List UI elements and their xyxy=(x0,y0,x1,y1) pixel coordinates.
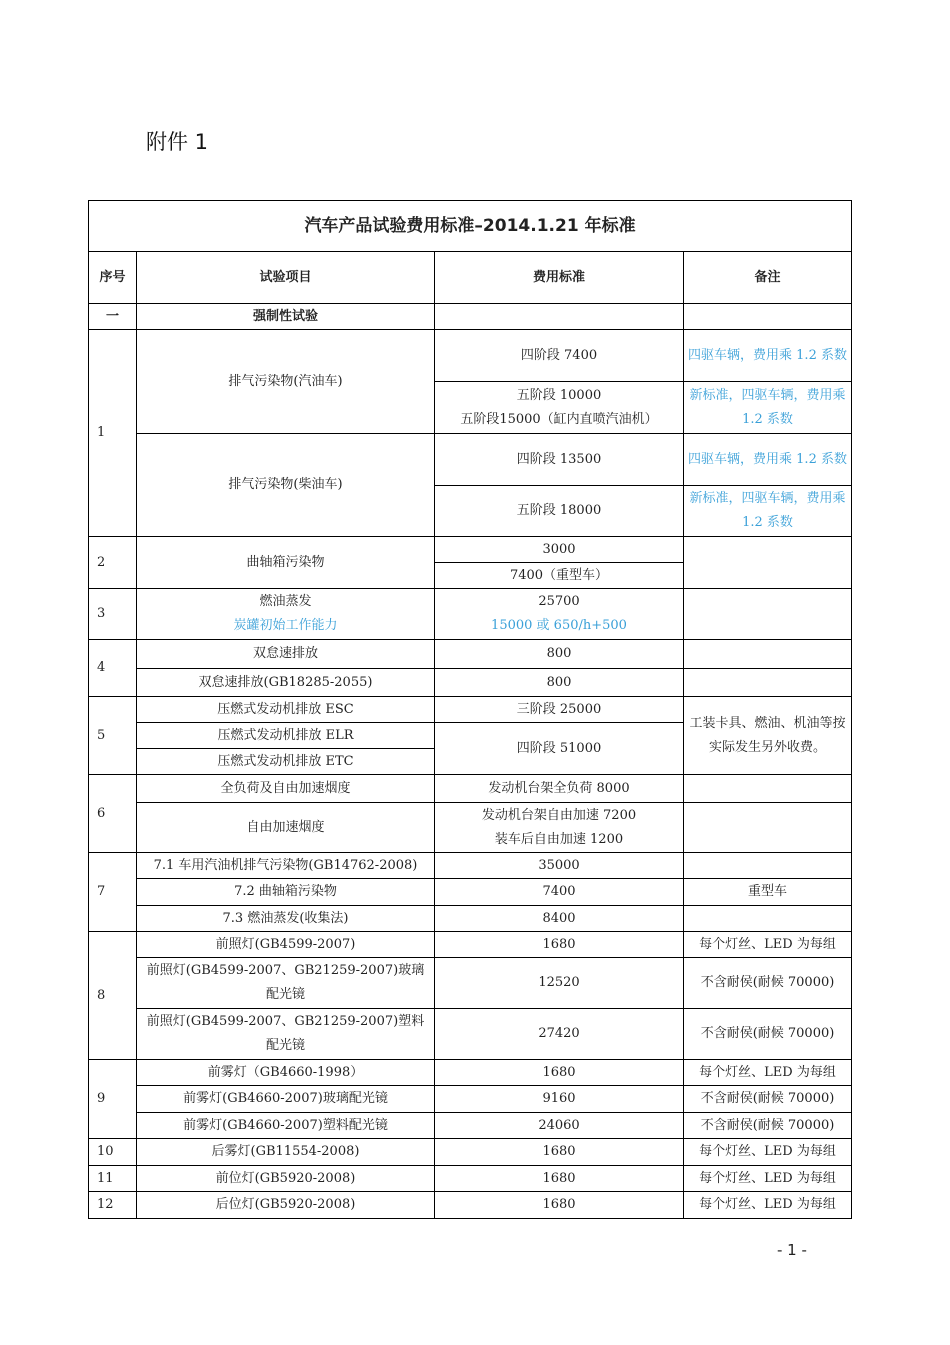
page-number: - 1 - xyxy=(777,1241,807,1259)
item-evaporation xyxy=(137,589,435,640)
item-cell: 前雾灯（GB4660-1998） xyxy=(137,1060,435,1086)
row-no: 10 xyxy=(89,1139,137,1166)
fee-line: 装车后自由加速 1200 xyxy=(494,831,624,847)
fee-line: 15000 或 650/h+500 xyxy=(491,618,627,633)
fee-cell: 1680 xyxy=(435,1139,684,1166)
row-no: 7 xyxy=(89,853,137,932)
fee-line: 发动机台架自由加速 7200 xyxy=(481,807,637,823)
fee-cell: 1680 xyxy=(435,932,684,958)
item-cell: 自由加速烟度 xyxy=(137,803,435,853)
note-cell: 每个灯丝、LED 为每组 xyxy=(684,1192,852,1219)
note-cell: 四驱车辆，费用乘 1.2 系数 xyxy=(684,434,852,486)
fee-cell: 3000 xyxy=(435,537,684,563)
fee-cell: 800 xyxy=(435,640,684,669)
row-no: 5 xyxy=(89,697,137,775)
row-no: 2 xyxy=(89,537,137,589)
item-line: 炭罐初始工作能力 xyxy=(233,618,338,633)
item-gasoline-emission: 排气污染物(汽油车) xyxy=(137,330,435,434)
item-cell: 压燃式发动机排放 ESC xyxy=(137,697,435,723)
header-fee: 费用标准 xyxy=(435,252,684,304)
item-cell: 7.2 曲轴箱污染物 xyxy=(137,879,435,906)
fee-line: 五阶段15000（缸内直喷汽油机） xyxy=(460,411,658,427)
item-cell: 7.1 车用汽油机排气污染物(GB14762-2008) xyxy=(137,853,435,879)
note-cell: 每个灯丝、LED 为每组 xyxy=(684,932,852,958)
item-cell: 前照灯(GB4599-2007) xyxy=(137,932,435,958)
item-cell: 后位灯(GB5920-2008) xyxy=(137,1192,435,1219)
note-cell xyxy=(684,803,852,853)
section-note xyxy=(684,304,852,330)
section-fee xyxy=(435,304,684,330)
item-cell: 前雾灯(GB4660-2007)玻璃配光镜 xyxy=(137,1086,435,1113)
note-cell: 不含耐侯(耐候 70000) xyxy=(684,1113,852,1139)
note-cell: 不含耐侯(耐候 70000) xyxy=(684,1009,852,1060)
table-title: 汽车产品试验费用标准–2014.1.21 年标准 xyxy=(89,201,852,252)
section-no: 一 xyxy=(89,304,137,330)
note-cell: 每个灯丝、LED 为每组 xyxy=(684,1139,852,1166)
attachment-label: 附件 1 xyxy=(146,130,209,154)
item-cell: 双怠速排放 xyxy=(137,640,435,669)
header-note: 备注 xyxy=(684,252,852,304)
row-no: 9 xyxy=(89,1060,137,1139)
note-cell: 新标准，四驱车辆，费用乘 1.2 系数 xyxy=(684,382,852,434)
item-cell: 前照灯(GB4599-2007、GB21259-2007)玻璃配光镜 xyxy=(137,958,435,1009)
row-no: 11 xyxy=(89,1166,137,1192)
note-cell xyxy=(684,906,852,932)
header-no: 序号 xyxy=(89,252,137,304)
row-no: 6 xyxy=(89,775,137,853)
fee-cell: 五阶段 18000 xyxy=(435,486,684,537)
row-no: 1 xyxy=(89,330,137,537)
fee-cell: 27420 xyxy=(435,1009,684,1060)
note-cell xyxy=(684,589,852,640)
item-cell: 前照灯(GB4599-2007、GB21259-2007)塑料配光镜 xyxy=(137,1009,435,1060)
note-cell xyxy=(684,775,852,803)
note-cell: 不含耐侯(耐候 70000) xyxy=(684,958,852,1009)
item-cell: 双怠速排放(GB18285-2055) xyxy=(137,669,435,697)
item-cell: 7.3 燃油蒸发(收集法) xyxy=(137,906,435,932)
note-cell: 每个灯丝、LED 为每组 xyxy=(684,1166,852,1192)
fee-cell: 9160 xyxy=(435,1086,684,1113)
row-no: 8 xyxy=(89,932,137,1060)
fee-line: 25700 xyxy=(538,594,580,609)
item-cell: 后雾灯(GB11554-2008) xyxy=(137,1139,435,1166)
note-cell xyxy=(684,640,852,669)
fee-cell xyxy=(435,803,684,853)
fee-cell: 三阶段 25000 xyxy=(435,697,684,723)
section-title: 强制性试验 xyxy=(137,304,435,330)
item-diesel-emission: 排气污染物(柴油车) xyxy=(137,434,435,537)
row-no: 3 xyxy=(89,589,137,640)
item-line: 燃油蒸发 xyxy=(259,594,312,609)
fee-line: 五阶段 10000 xyxy=(516,387,602,403)
note-cell: 新标准，四驱车辆，费用乘 1.2 系数 xyxy=(684,486,852,537)
fee-cell: 1680 xyxy=(435,1166,684,1192)
note-cell: 重型车 xyxy=(684,879,852,906)
note-cell: 工装卡具、燃油、机油等按实际发生另外收费。 xyxy=(684,697,852,775)
fee-cell: 12520 xyxy=(435,958,684,1009)
fee-cell: 四阶段 13500 xyxy=(435,434,684,486)
note-cell: 每个灯丝、LED 为每组 xyxy=(684,1060,852,1086)
header-item: 试验项目 xyxy=(137,252,435,304)
fee-cell: 7400 xyxy=(435,879,684,906)
item-cell: 全负荷及自由加速烟度 xyxy=(137,775,435,803)
row-no: 4 xyxy=(89,640,137,697)
note-cell xyxy=(684,853,852,879)
fee-cell xyxy=(435,382,684,434)
fee-cell: 1680 xyxy=(435,1192,684,1219)
note-cell xyxy=(684,537,852,589)
fee-cell: 7400（重型车） xyxy=(435,563,684,589)
fee-cell: 发动机台架全负荷 8000 xyxy=(435,775,684,803)
fee-cell: 800 xyxy=(435,669,684,697)
item-cell: 压燃式发动机排放 ETC xyxy=(137,749,435,775)
fee-cell: 四阶段 51000 xyxy=(435,723,684,775)
fee-cell: 8400 xyxy=(435,906,684,932)
note-cell xyxy=(684,669,852,697)
item-cell: 压燃式发动机排放 ELR xyxy=(137,723,435,749)
note-cell: 不含耐侯(耐候 70000) xyxy=(684,1086,852,1113)
fee-standard-table xyxy=(88,200,852,1219)
note-cell: 四驱车辆，费用乘 1.2 系数 xyxy=(684,330,852,382)
fee-cell: 四阶段 7400 xyxy=(435,330,684,382)
item-cell: 前雾灯(GB4660-2007)塑料配光镜 xyxy=(137,1113,435,1139)
item-cell: 前位灯(GB5920-2008) xyxy=(137,1166,435,1192)
fee-cell: 35000 xyxy=(435,853,684,879)
fee-cell: 1680 xyxy=(435,1060,684,1086)
row-no: 12 xyxy=(89,1192,137,1219)
item-crankcase: 曲轴箱污染物 xyxy=(137,537,435,589)
fee-cell: 24060 xyxy=(435,1113,684,1139)
fee-cell xyxy=(435,589,684,640)
